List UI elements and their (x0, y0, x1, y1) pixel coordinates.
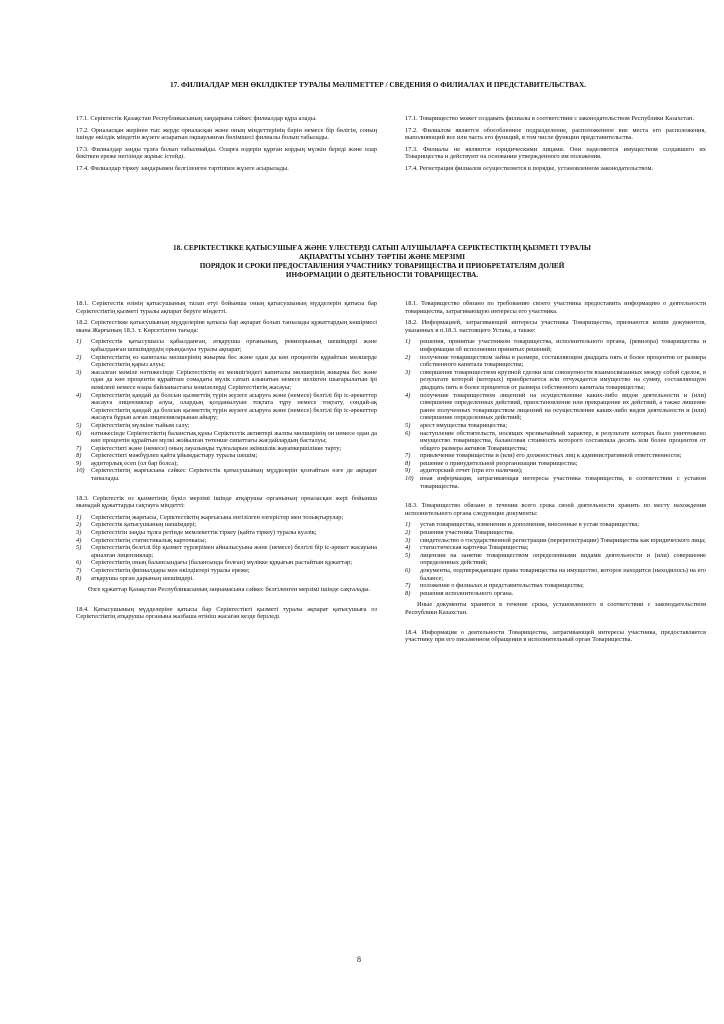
list-item-number: 6) (405, 567, 411, 574)
list-item (405, 521, 706, 529)
list-item-text: атқарушы орган дарының шешімдері. (91, 574, 194, 582)
clause-18-3-kz-tail: Өзге құжаттар Қазақстан Республикасының заңнамасына сәйкес белгіленген мерзімі ішінде сақталады. (88, 586, 371, 594)
clause-18-4-ru: 18.4. Информация о деятельности Товарищества, затрагивающей интересы участника, предоставляется участнику при его письменном обращении в исполнительный орган Товарищества. (405, 628, 706, 644)
list-item (405, 590, 706, 598)
clause-18-2-kz-list (76, 338, 377, 482)
list-item-text: привлечение товарищества и (или) его должностных лиц к административной ответственности; (420, 452, 682, 460)
list-item-text: Серіктестіктің филиалдары мен өкілдіктері туралы ереже; (91, 567, 250, 574)
list-item-number: 10) (76, 467, 85, 475)
list-item (405, 354, 706, 369)
list-item-number: 4) (76, 536, 82, 544)
list-item (405, 567, 706, 582)
clause-18-1-kz: 18.1. Серіктестік өзінің қатысушының талап етуі бойынша оның қатысушының мүдделерін қатысы бар Серіктестіктің қызметі туралы ақпарат беруге міндетті. (76, 300, 377, 315)
list-item-text: Серіктестіктің мүлкіне тыйым салу; (91, 421, 190, 429)
list-item (405, 467, 706, 475)
list-item-number: 6) (76, 429, 82, 437)
clause-17-4-kz: 17.4. Филиалдар тіркеу заңдарымен белгіленген тәртіппен жүзеге асырылады. (76, 164, 289, 172)
list-item-number: 5) (405, 551, 411, 559)
list-item (76, 514, 377, 522)
list-item-text: Серіктестіктің жарғысы, Серіктестіктің жарғысына енгізілген өзгерістер мен толықтырулар; (91, 513, 344, 521)
list-item-text: решения участника Товарищества. (420, 529, 515, 537)
clause-18-2-ru: 18.2. Информацией, затрагивающей интересы участника Товарищества, признаются копии документов, указанных в п.18.3. настоящего Устава, а также: (405, 319, 706, 334)
list-item-number: 1) (76, 338, 82, 346)
list-item-text: положение о филиалах и представительствах товарищества; (420, 582, 584, 590)
clause-18-2-kz: 18.2. Серіктестікке қатысушының мүдделеріне қатысы бар ақпарат болып танылады құжаттардың көшірмесі мына Жарғының 18.3. т. Көрсетілген тағыда: (76, 319, 377, 334)
list-item-text: арест имущества товарищества; (420, 421, 508, 429)
list-item-text: свидетельство о государственной регистрации (перерегистрации) Товарищества как юридического лица; (420, 536, 706, 544)
list-item (405, 369, 706, 392)
section-18-body (76, 300, 706, 648)
list-item-number: 2) (76, 353, 82, 361)
list-item (76, 537, 377, 545)
list-item-text: решения исполнительного органа. (420, 589, 514, 597)
list-item (76, 392, 377, 422)
kazakh-column (76, 300, 377, 648)
list-item (405, 544, 706, 552)
clause-17-3-ru: 17.3. Филиалы не являются юридическими лицами. Они наделяются имуществом создавшего их Товарищества и действуют на основании утвержденного им положения. (405, 145, 706, 160)
list-item-text: совершение товариществом крупной сделки или совокупности взаимосвязанных между собой сделок, в результате которой (которых) приобретается или отчуждается имущество на сумму, составляющую двадцать пять и более процентов от размера собственного капитала товарищества; (420, 368, 706, 391)
list-item (405, 392, 706, 422)
list-item-text: аудиторлық есеп (ол бар болса); (91, 459, 179, 467)
list-item-text: иная информация, затрагивающая интересы участника товарищества, в соответствии с уставом товарищества. (420, 475, 706, 490)
russian-column (405, 300, 706, 648)
list-item (405, 537, 706, 545)
russian-column (405, 115, 706, 176)
clause-18-3-ru: 18.3. Товарищество обязано в течении всего срока своей деятельности хранить по месту нахождения исполнительного органа следующие документы: (405, 502, 706, 517)
list-item (405, 338, 706, 353)
section-17-title: 17. ФИЛИАЛДАР МЕН ӨКІЛДІКТЕР ТУРАЛЫ МӘЛІМЕТТЕР / СВЕДЕНИЯ О ФИЛИАЛАХ И ПРЕДСТАВИТЕЛЬСТВАХ. (169, 80, 587, 89)
list-item-text: решения, принятые участником товарищества, исполнительного органа, (ревизора) товарищества и информация об исполнении принятых решений; (420, 338, 706, 353)
list-item-number: 8) (76, 452, 82, 460)
list-item (405, 529, 706, 537)
list-item-number: 1) (405, 338, 411, 346)
list-item-number: 9) (405, 467, 411, 475)
list-item (405, 552, 706, 567)
page-number: 8 (357, 955, 361, 964)
clause-17-3-kz: 17.3. Филиалдар заңды тұлға болып табылмайды. Оларға өздерін құрған кордың мүлкін береді және олар бекіткен ереже негізінде жұмыс істейді. (76, 145, 377, 160)
list-item-number: 8) (405, 459, 411, 467)
list-item-number: 10) (405, 475, 414, 483)
list-item (76, 445, 377, 453)
list-item (76, 567, 377, 575)
list-item (405, 452, 706, 460)
list-item-number: 6) (405, 429, 411, 437)
section-18-title (80, 244, 684, 280)
list-item-text: документы, подтверждающие права товарищества на имущество, которое находится (находилось) на его балансе; (420, 567, 706, 582)
list-item-number: 3) (405, 536, 411, 544)
list-item-number: 8) (76, 574, 82, 582)
list-item-text: Серіктестіктің жарғысына сәйкес Серіктестік қатысушының мүдделерін қозғайтын өзге де ақпарат танылады. (91, 467, 377, 483)
clause-18-4-kz: 18.4. Қатысушының мүдделеріне қатысы бар Серіктестікті қызметі туралы ақпарат қатысушыға оз Серіктестіктің атқарушы органына жазбаша өтініш жасаған кезде беріледі. (76, 605, 377, 621)
list-item-text: жасалған мәміле нәтижесінде Серіктестіктің өз меншігіндегі капиталы мөлшерінің жиырма бес және одан да көп процентін құрайтын сомадағы мүлік сатып алынатын немесе иеліктен шығарылатын ірі мәмілені немесе өзара байланыстағы мәмілелерді Серіктестіктің жасауы; (91, 368, 377, 391)
clause-18-3-ru-list (405, 521, 706, 597)
list-item-number: 4) (405, 544, 411, 552)
list-item-text: лицензии на занятие товариществом определенными видами деятельности и (или) совершение определенных действий; (420, 551, 706, 567)
list-item-text: наступление обстоятельств, носящих чрезвычайный характер, в результате которых было уничтожено имущество товарищества, балансовая стоимость которого составляла десять или более процентов от общего размера активов Товарищества; (420, 429, 706, 452)
list-item-text: Серіктестіктің белгілі бір қызмет түрлерімен айналысуына және (немесе) белгілі бір іс-әрекет жасауына арналған лицензиялар; (91, 544, 377, 559)
list-item-number: 3) (76, 368, 82, 376)
list-item-number: 7) (76, 444, 82, 452)
clause-18-3-kz: 18.3. Серіктестік өз қызметінің бүкіл мерзімі ішінде атқарушы органының орналасқан жері бойынша мынадай құжаттарды сақтауға міндетті: (76, 494, 377, 510)
list-item (76, 452, 377, 460)
list-item-number: 7) (76, 567, 82, 574)
list-item-number: 6) (76, 559, 82, 567)
list-item-text: Серіктестіктің қандай да болсын қызметтің түрін жүзеге асыруға және (немесе) белгілі бір іс-әрекеттер жасауға лицензиялар алуы, олардың қолданылуын тоқтата тұру немесе тоқтату, сондай-ақ Серіктестіктің қандай да болсын қызметтің түрін жүзеге асыруға және (немесе) белгілі бір іс-әрекеттер жасауға бұрын алған лицензияларынан айыру; (91, 391, 377, 422)
list-item (405, 422, 706, 430)
list-item-text: получение товариществом лицензий на осуществление каких-либо видов деятельности и (или) совершение определенных действий, приостановление или прекращение их действий, а также лишение ранее полученных товариществом лицензий на осуществление каких-либо видов деятельности и (или) совершение определенных действий; (420, 391, 706, 422)
list-item-text: Серіктестіктің статистикалық карточкасы; (91, 536, 207, 544)
list-item-number: 7) (405, 582, 411, 590)
list-item-text: Серіктестікті мәжбүрлеп қайта ұйымдастыру туралы шешім; (91, 452, 258, 460)
list-item (76, 521, 377, 529)
clause-18-3-ru-tail: Иные документы хранятся в течение срока, установленного в соответствии с законодательством Республики Казахстан. (405, 601, 706, 616)
list-item-number: 7) (405, 452, 411, 460)
list-item-number: 4) (405, 391, 411, 399)
list-item-number: 4) (76, 391, 82, 399)
list-item-number: 3) (405, 368, 411, 376)
list-item-number: 5) (405, 421, 411, 429)
list-item (405, 460, 706, 468)
list-item-text: нәтижесінде Серіктестіктің баланстық құны Серіктестік активтері жалпы мөлшерінің он немесе одан да көп процентін құрайтын мүлкі жойылған төтенше сипаттағы жағдайлардың басталуы; (91, 429, 377, 445)
list-item-number: 5) (76, 544, 82, 552)
list-item-text: получение товариществом займа в размере, составляющем двадцать пять и более процентов от размера собственного капитала товарищества; (420, 353, 706, 369)
list-item-text: Серіктестіктің өз капиталы мөлшерінің жиырма бес және одан да көп процентін құрайтын мөлшерде Серіктестіктің қарыз алуы; (91, 353, 377, 369)
section-18-title-kz-line-2: АҚПАРАТТЫ ҰСЫНУ ТӘРТІБІ ЖӘНЕ МЕРЗІМІ (298, 253, 466, 262)
list-item (76, 422, 377, 430)
list-item (76, 529, 377, 537)
list-item-text: Серіктестік қатысушының шешімдері; (91, 521, 197, 529)
clause-17-2-kz: 17.2. Орналасқан жерінен тыс жерде орналасқан және оның міндеттерінің бәрін немесе бір бөлігін, соның ішінде өкілдік міндетін жүзеге асыратын оқшауланған бөлімшесі филиалы болып табылады. (76, 126, 377, 141)
list-item (76, 559, 377, 567)
list-item-text: аудиторский отчет (при его наличии); (420, 467, 523, 475)
list-item (76, 575, 377, 583)
list-item (76, 430, 377, 445)
section-17-body (76, 115, 706, 176)
list-item-text: статистическая карточка Товарищества; (420, 544, 529, 552)
list-item (76, 338, 377, 353)
clause-17-4-ru: 17.4. Регистрация филиалов осуществляется в порядке, установленном законодательством. (405, 164, 654, 172)
list-item-text: Серіктестіктің оның балансындағы (балансында болған) мүлікке құқығын растайтын құжаттар; (91, 559, 353, 567)
section-18-title-kz-line-1: 18. СЕРІКТЕСТІККЕ ҚАТЫСУШЫҒА ЖӘНЕ ҮЛЕСТЕРДІ САТЫП АЛУШЫЛАРҒА СЕРІКТЕСТІКТІҢ ҚЫЗМЕТІ ТУРАЛЫ (173, 244, 591, 252)
list-item-text: Серіктестігін заңды тұлға ретінде мемлекеттік тіркеу (қайта тіркеу) туралы куәлік; (91, 529, 317, 537)
list-item-text: Серіктестік қатысушысы қабылданған, атқарушы органының, ревизорының шешімдері және қабылданған шешімдердің орындалуы туралы ақпарат; (91, 338, 377, 353)
list-item-text: решение о принудительной реорганизации товарищества; (420, 459, 578, 467)
list-item (76, 354, 377, 369)
list-item-number: 2) (405, 353, 411, 361)
clause-17-2-ru: 17.2. Филиалом является обособленное подразделение, расположенное вне места его расположения, выполняющий все или часть его функций, в том числе функции представительства. (405, 126, 706, 141)
clause-18-3-kz-list (76, 514, 377, 582)
section-18-title-ru-line-2: ИНФОРМАЦИИ О ДЕЯТЕЛЬНОСТИ ТОВАРИЩЕСТВА. (285, 271, 479, 280)
list-item (76, 460, 377, 468)
clause-17-1-ru: 17.1. Товарищество может создавать филиалы в соответствии с законодательством Республики Казахстан. (405, 115, 695, 122)
list-item-number: 9) (76, 459, 82, 467)
section-18-title-ru-line-1: ПОРЯДОК И СРОКИ ПРЕДОСТАВЛЕНИЯ УЧАСТНИКУ ТОВАРИЩЕСТВА И ПРИОБРЕТАТЕЛЯМ ДОЛЕЙ (199, 262, 565, 271)
list-item (76, 369, 377, 392)
list-item-number: 5) (76, 421, 82, 429)
clause-18-1-ru: 18.1. Товарищество обязано по требованию своего участника предоставить информацию о деятельности товарищества, затрагивающую интересы его участника. (405, 300, 706, 315)
kazakh-column (76, 115, 377, 176)
list-item-number: 2) (405, 529, 411, 537)
list-item-number: 1) (405, 521, 411, 529)
list-item-number: 2) (76, 521, 82, 529)
clause-18-2-ru-list (405, 338, 706, 490)
list-item (76, 544, 377, 559)
list-item (405, 582, 706, 590)
list-item (405, 475, 706, 490)
list-item-number: 3) (76, 529, 82, 537)
list-item-text: Серіктестікті және (немесе) оның лауазымды тұлғаларын әкімшілік жауапкершілікке тарту; (91, 444, 342, 452)
list-item-number: 8) (405, 589, 411, 597)
list-item-number: 1) (76, 513, 82, 521)
clause-17-1-kz: 17.1. Серіктестік Қазақстан Республикасының заңдарына сәйкес филиалдар құра алады. (76, 115, 317, 122)
list-item (405, 430, 706, 453)
list-item-text: устав товарищества, изменения и дополнения, внесенные в устав товарищества; (420, 521, 640, 529)
list-item (76, 467, 377, 482)
